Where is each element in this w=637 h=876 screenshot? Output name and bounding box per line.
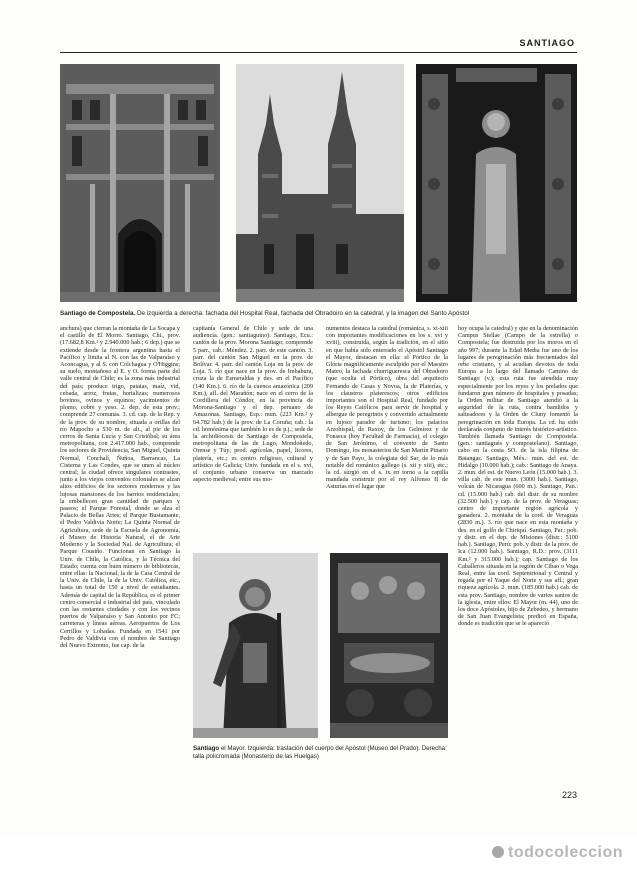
top-photo-caption — [60, 310, 580, 318]
logo-text: todocoleccion — [508, 844, 623, 861]
traslacion-photo — [330, 553, 448, 738]
santiago-mayor-photo — [193, 553, 318, 738]
section-header: SANTIAGO — [519, 38, 575, 48]
text-column-3 — [326, 325, 448, 543]
hospital-real-photo — [60, 64, 220, 302]
column-3-text: numentos destaca la catedral (románica, s. xi-xiii con importantes modificaciones en los s. xvi y xviii), construida, según la tradición, en el sitio en que había sido enterrado el Apóstol Santiago el Mayor, destacan en ella: el Pórtico de la Gloria magníficamente esculpido por el Maestro Mateo, la fachada churrigueresca del Obradoiro (que oculta el Pórtico), obra del arquitecto Fernando de Casas y Novoa, la de Platerías, y los claustros platerescos; otros edificios importantes son el Hospital Real, fundado por los Reyes Católicos para servir de hospital y albergue de peregrinos y convertido actualmente en lujoso parador de turismo; los palacios Arzobispal, de Raxoy, de los Gelmírez y de Fonseca (hoy Facultad de Farmacia), el colegio de San Jerónimo, el convento de Santo Domingo, los monasterios de San Martín Pinario y de San Payo, la colegiata del Sar, de lo más notable del románico gallego (s. xii y xiii), etc.; la cd. surgió en el s. ix en torno a la capilla mandada construir por el rey Alfonso II de Asturias en el lugar que — [326, 325, 448, 491]
apostle-image-photo — [416, 64, 577, 302]
middle-photo-caption — [193, 745, 448, 761]
caption-bold-lead: Santiago de Compostela. — [60, 310, 136, 317]
logo-dot-icon — [492, 846, 504, 858]
mid-caption-bold-lead: Santiago — [193, 745, 220, 752]
caption-text: De izquierda a derecha: fachada del Hospital Real, fachada del Obradoiro en la catedral, y la imagen del Santo Apóstol — [135, 310, 470, 317]
text-column-1 — [60, 325, 180, 780]
obradoiro-photo — [236, 64, 404, 302]
header-divider — [60, 52, 577, 53]
column-2-text: capitanía General de Chile y sede de una audiencia. (gen.: santiaguino). Santiago, Ecu.: cantón de la prov. Morona Santiago; comprende 5 parr., cab.: Méndez. 2. parr. de este cantón. 3. parr. del cantón San Miguel en la prov. de Bolívar. 4. parr. del cantón Loja en la prov. de Loja. 5. río que nace en la prov. de Imbabura, cruza la de Esmeraldas y des. en el Pacífico (140 Km.). 6. río de la cuenca amazónica (209 Km.), afl. del Marañón; nace en el cerro de la Cordillera del Cóndor, en la provincia de Morona-Santiago y el dep. peruano de Amazonas. Santiago, Esp.: mun. (223 Km.² y 64.782 hab.) de la prov. de La Coruña; cab.: la cd. homónima que también lo es de p.j.; sede de la archidiócesis de Santiago de Compostela, metropolitana de las de Lugo, Mondoñedo, Orense y Túy; prod. agrícolas, papel, licores, platería, etc.; es centro religioso, cultural y artístico de Galicia; Univ. fundada en el s. xvi, el conjunto urbano conserva un marcado aspecto medieval; entre sus mo- — [193, 325, 313, 484]
column-1-text: anchura) que cierran la montaña de La Socapa y el castillo de El Morro. Santiago, Chi., prov. (17.682,8 Km.² y 2.940.000 hab.; 6 dep.) que se extiende desde la frontera argentina hasta el Pacífico y limita al N. con las de Valparaíso y Aconcagua, y al S. con Colchagua y O'Higgins; su suelo, montañoso al E. y O. forma parte del valle central de Chile; es la zona más industrial del país; produce trigo, patatas, maíz, vid, cebada, arroz, frutas, hortalizas; numerosos bovinos, ovinos y equinos; yacimientos de plomo, cobre y yeso. 2. dep. de esta prov.; comprende 27 comunas. 3. cd. cap. de la Rep. y de la prov. de su nombre, situada a orillas del río Mapocho a 530 m. de alt., al pie de los cerros de Santa Lucía y San Cristóbal; su área metropolitana, con 2.417.000 hab., comprende los sectores de Providencia, San Miguel, Quinta Normal, Conchalí, Ñuñoa, Barrancas, La Cisterna y Las Condes, que se unen al núcleo central; la ciudad ofrece singulares contrastes, junto a los viejos conventos coloniales se alzan altos edificios de los sectores modernos y las lujosas mansiones de los barrios residenciales; la embellecen gran cantidad de parques y paseos; el Parque Forestal, donde se alza el Palacio de Bellas Artes; el Parque Bustamante, el Pedro Valdivia Norte; La Quinta Normal de Agricultura, sede de la Escuela de Agronomía, el Museo de Historia Natural, el de Arte Moderno y la Sociedad Nal. de Agricultura; el Parque Cousiño. Funcionan en Santiago la Univ. de Chile, la Católica, y la Técnica del Estado; cuenta con buen número de bibliotecas, entre ellas: la Nacional, la de la Casa Central de la Univ. de Chile, la de la Univ. Católica, etc., hasta un total de 150 a nivel de estudiantes. Además de capital de la República, es el primer centro comercial e industrial del país, vinculado con las restantes ciudades y con los vecinos puertos de Valparaíso y San Antonio por FC; carreteras y líneas aéreas. Aeropuertos de Los Cerrillos y Lobadas. Fundada en 1541 por Pedro de Valdivia con el nombre de Santiago del Nuevo Extremo, fue cap. de la — [60, 325, 180, 649]
text-column-4 — [458, 325, 578, 780]
mid-caption-text: el Mayor. Izquierda: traslación del cuerpo del Apóstol (Museo del Prado). Derecha: talla policromada (Monasterio de las Huelgas) — [193, 745, 447, 760]
watermark-bar — [0, 838, 637, 876]
todocoleccion-logo — [492, 844, 623, 864]
text-column-2 — [193, 325, 313, 543]
column-4-text: hoy ocupa la catedral) y que en la denominación Campus Stellae (Campo de la estrella) o Compostela; fue destruida por los moros en el año 997; durante la Edad Media fue uno de los lugares de peregrinación más frecuentados del orbe cristiano, y al acudían devotos de toda Europa a lo largo del llamado Camino de Santiago (v.); esta ruta fue atendida muy especialmente por los reyes y los prelados que fundaron gran número de hospitales y posadas; la Orden militar de Santiago atendió a la seguridad de la ruta, contra bandidos y salteadores y la Orden de Cluny fomentó la peregrinación en toda Europa. La cd. ha sido declarada conjunto de interés histórico-artístico. También llamada Santiago de Compostela. (gen.: santiagués y compostelano). Santiago, cabo en la costa SO. de la isla filipina de Batangas. Santiago, Méx.: mun. del est. de Hidalgo (10.000 hab.); cab.: Santiago de Anaya. 2. mun. del est. de Nuevo León (15.000 hab.). 3. villa cab. de este mun. (3000 hab.). Santiago, volcán de Nicaragua (600 m.). Santiago, Pan.: cd. (15.000 hab.) cab. del distr. de su nombre (32.500 hab.) y cap. de la prov. de Veraguas; centro de importante región agrícola y ganadera. 2. montaña de la cord. de Veraguas (2830 m.). 3. río que nace en esta montaña y des. en el golfo de Chiriquí. Santiago, Par.: pob. y distr. en el dep. de Misiones (distr.: 5100 hab.). Santiago, Perú: pob. y distr. de la prov. de Ica (12.000 hab.). Santiago, R.D.: prov. (3111 Km.² y 315.000 hab.); cap. Santiago de los Caballeros situada en la región de Cibao o Vega Real, entre las cord. Septentrional y Central y regada por el Yaque del Norte y sus afl.; gran riqueza agrícola. 2. mun. (185.000 hab.) cab. de esta prov. Santiago, nombre de varios santos de la iglesia, entre ellos: El Mayor (m. 44), uno de los doce Apóstoles, hijo de Zebedeo, y hermano de San Juan Evangelista; predicó en España, donde es tradición que se le apareció — [458, 325, 578, 628]
page-number: 223 — [561, 790, 577, 800]
